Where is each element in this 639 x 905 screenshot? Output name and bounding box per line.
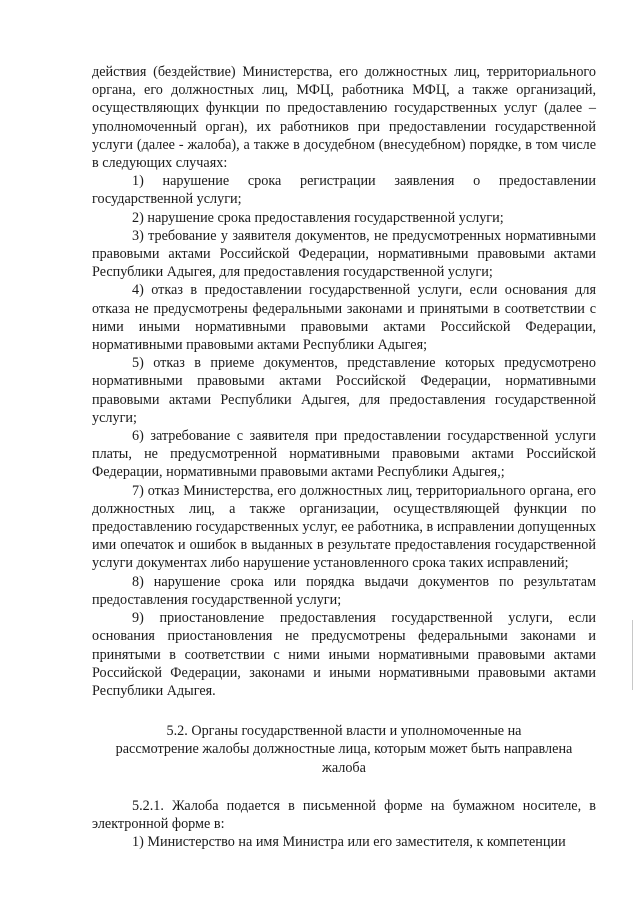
section-heading [92, 722, 596, 777]
section-paragraph-5-2-1: 5.2.1. Жалоба подается в письменной форме на бумажном носителе, в электронной форме в: [92, 797, 596, 832]
section-heading-line-2: рассмотрение жалобы должностные лица, которым может быть направлена [115, 741, 573, 758]
paragraph-intro: действия (бездействие) Министерства, его должностных лиц, территориального органа, его должностных лиц, МФЦ, работника МФЦ, а также организаций, осуществляющих функции по предоставлению государственных услуг (далее – уполномоченный орган), их работников при предоставлении государственной услуги (далее - жалоба), а также в досудебном (внесудебном) порядке, в том числе в следующих случаях: [92, 64, 596, 172]
section-list-item-1: 1) Министерство на имя Министра или его заместителя, к компетенции [132, 834, 566, 851]
scan-edge-mark [632, 620, 633, 690]
list-item-4: 4) отказ в предоставлении государственной услуги, если основания для отказа не предусмотрены федеральными законами и принятыми в соответствии с ними иными нормативными правовыми актами Российской Федерации, нормативными правовыми актами Республики Адыгея; [92, 282, 596, 354]
list-item-3: 3) требование у заявителя документов, не предусмотренных нормативными правовыми актами Российской Федерации, нормативными правовыми актами Республики Адыгея, для предоставления государственной услуги; [92, 227, 596, 281]
section-heading-line-3: жалоба [322, 759, 366, 776]
list-item-5: 5) отказ в приеме документов, представление которых предусмотрено нормативными правовыми актами Российской Федерации, нормативными правовыми актами Республики Адыгея, для предоставления государственной услуги; [92, 355, 596, 426]
section-heading-line-1: 5.2. Органы государственной власти и уполномоченные на [166, 723, 522, 740]
list-item-9: 9) приостановление предоставления государственной услуги, если основания приостановления не предусмотрены федеральными законами и принятыми в соответствии с ними иными нормативными правовыми актами Российской Федерации, законами и иными нормативными правовыми актами Республики Адыгея. [92, 610, 596, 699]
list-item-1: 1) нарушение срока регистрации заявления о предоставлении государственной услуги; [92, 173, 596, 208]
list-item-2: 2) нарушение срока предоставления государственной услуги; [132, 209, 504, 226]
list-item-7: 7) отказ Министерства, его должностных лиц, территориального органа, его должностных лиц, а также организации, осуществляющей функции по предоставлению государственных услуг, ее работника, в исправлении допущенных ими опечаток и ошибок в выданных в результате предоставления государственной услуги документах либо нарушение установленного срока таких исправлений; [92, 482, 596, 572]
list-item-6: 6) затребование с заявителя при предоставлении государственной услуги платы, не предусмотренной нормативными правовыми актами Российской Федерации, нормативными правовыми актами Республики Адыгея,; [92, 428, 596, 481]
list-item-8: 8) нарушение срока или порядка выдачи документов по результатам предоставления государственной услуги; [92, 573, 596, 608]
document-body [92, 63, 596, 851]
